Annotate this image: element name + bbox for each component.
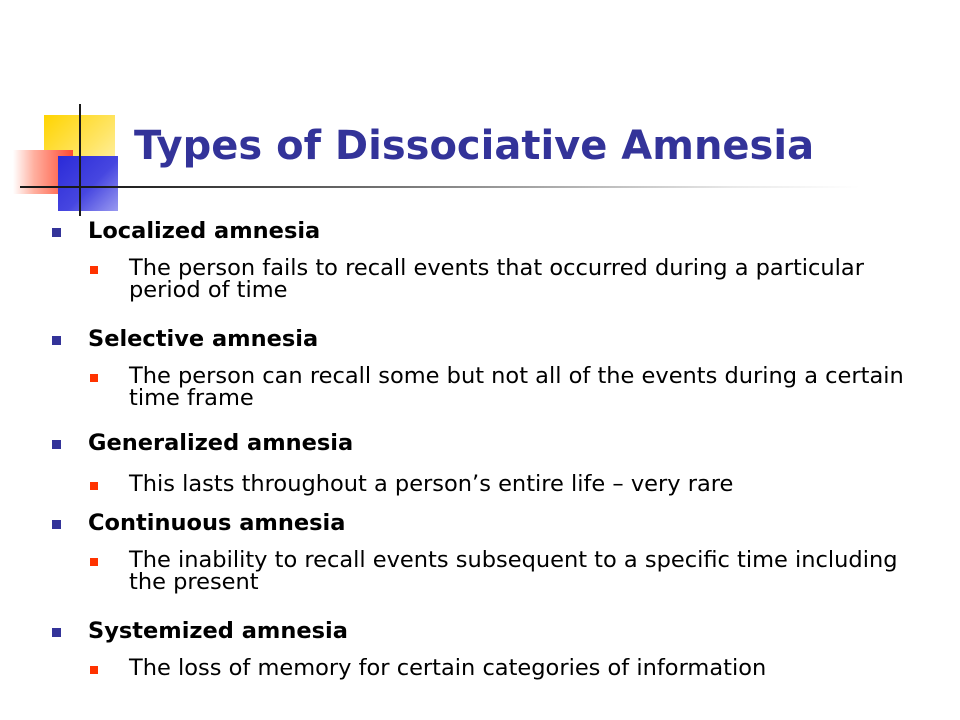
bullet-heading: Generalized amnesia (88, 430, 354, 456)
sub-bullet-item (90, 549, 920, 593)
sub-bullet-text: The person can recall some but not all of the events during a certain time frame (129, 363, 904, 411)
sub-bullet-text: The loss of memory for certain categories of information (129, 655, 767, 681)
bullet-heading: Systemized amnesia (88, 618, 348, 644)
slide-title: Types of Dissociative Amnesia (134, 123, 815, 169)
bullet-item (52, 218, 320, 244)
bullet-item (52, 618, 348, 644)
sub-bullet-item (90, 473, 920, 495)
sub-bullet-item (90, 365, 920, 409)
bullet-heading: Continuous amnesia (88, 510, 346, 536)
bullet-item (52, 430, 353, 456)
bullet-heading: Selective amnesia (88, 326, 319, 352)
bullet-item (52, 510, 345, 536)
sub-bullet-item (90, 257, 920, 301)
bullet-item (52, 326, 318, 352)
bullet-heading: Localized amnesia (88, 218, 321, 244)
sub-bullet-text: This lasts throughout a person’s entire life – very rare (129, 471, 734, 497)
sub-bullet-text: The person fails to recall events that occurred during a particular period of time (129, 255, 864, 303)
sub-bullet-item (90, 657, 920, 679)
sub-bullet-text: The inability to recall events subsequent to a specific time including the present (129, 547, 898, 595)
